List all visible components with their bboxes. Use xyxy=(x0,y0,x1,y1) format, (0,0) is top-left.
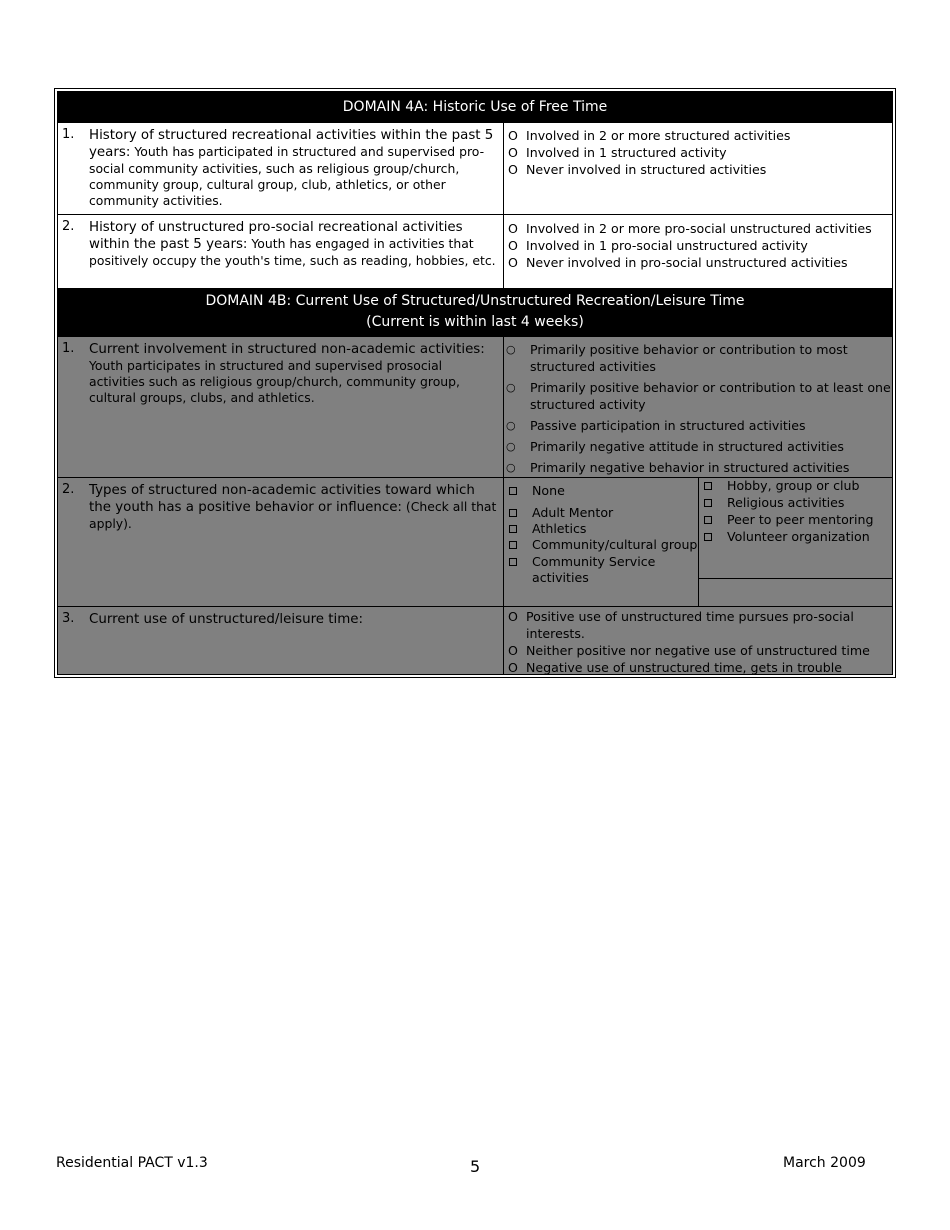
answer-cell xyxy=(504,607,892,674)
radio-icon: ○ xyxy=(506,381,516,394)
radio-option[interactable]: O Never involved in structured activities xyxy=(508,162,767,177)
checkbox-icon xyxy=(704,533,712,541)
radio-option[interactable]: O Involved in 2 or more pro-social unstructured activities xyxy=(508,221,872,236)
radio-icon: O xyxy=(508,221,518,236)
radio-option[interactable]: O Positive use of unstructured time pursues pro-social interests. xyxy=(508,609,854,641)
radio-option[interactable]: O Involved in 1 pro-social unstructured activity xyxy=(508,238,808,253)
radio-icon: O xyxy=(508,128,518,143)
checkbox-column-right xyxy=(699,478,892,578)
checkbox-icon xyxy=(509,558,517,566)
answer-cell xyxy=(504,337,892,477)
question-number: 1. xyxy=(62,341,75,356)
assessment-table-inner xyxy=(57,91,893,675)
answer-cell xyxy=(504,478,892,606)
checkbox-icon xyxy=(509,525,517,533)
question-text xyxy=(89,611,499,628)
radio-icon: ○ xyxy=(506,440,516,453)
domain-4a-question-1 xyxy=(58,122,892,214)
radio-option[interactable]: ○ Primarily positive behavior or contribution to at least one structured activity xyxy=(506,380,891,412)
domain-4b-question-3 xyxy=(58,606,892,674)
question-number: 2. xyxy=(62,482,75,497)
question-cell xyxy=(58,337,504,477)
question-description: Youth has engaged in activities that positively occupy the youth's time, such as reading, hobbies, etc. xyxy=(89,236,496,268)
domain-4a-header xyxy=(58,92,892,122)
question-cell xyxy=(58,215,504,288)
radio-icon: O xyxy=(508,255,518,270)
radio-icon: ○ xyxy=(506,343,516,356)
radio-option[interactable]: O Involved in 1 structured activity xyxy=(508,145,727,160)
question-number: 3. xyxy=(62,611,75,626)
domain-4a-question-2 xyxy=(58,214,892,288)
assessment-table xyxy=(54,88,896,678)
checkbox-option[interactable]: None xyxy=(506,483,698,499)
question-description: Youth participates in structured and supervised prosocial activities such as religious group/church, community group, cultural groups, clubs, and athletics. xyxy=(89,358,460,405)
checkbox-divider xyxy=(699,578,892,579)
radio-option[interactable]: ○ Primarily negative behavior in structured activities xyxy=(506,460,850,475)
checkbox-icon xyxy=(704,499,712,507)
checkbox-option[interactable]: Hobby, group or club xyxy=(701,478,892,494)
question-number: 1. xyxy=(62,127,75,142)
question-text xyxy=(89,219,499,269)
radio-icon: O xyxy=(508,238,518,253)
radio-icon: O xyxy=(508,145,518,160)
domain-4b-question-2 xyxy=(58,477,892,606)
domain-4b-question-1 xyxy=(58,336,892,477)
question-number: 2. xyxy=(62,219,75,234)
checkbox-icon xyxy=(704,482,712,490)
radio-option[interactable]: O Involved in 2 or more structured activities xyxy=(508,128,791,143)
checkbox-option[interactable]: Adult Mentor xyxy=(506,505,698,521)
checkbox-icon xyxy=(704,516,712,524)
footer-document-name: Residential PACT v1.3 xyxy=(56,1155,208,1171)
question-cell xyxy=(58,607,504,674)
question-text xyxy=(89,341,499,406)
question-cell xyxy=(58,123,504,214)
radio-icon: O xyxy=(508,162,518,177)
radio-option[interactable]: O Never involved in pro-social unstructured activities xyxy=(508,255,848,270)
domain-4b-header xyxy=(58,288,892,336)
checkbox-option[interactable]: Peer to peer mentoring xyxy=(701,512,892,528)
radio-icon: O xyxy=(508,609,518,624)
question-description: Youth has participated in structured and supervised pro-social community activities, such as religious group/church, community group, cultural group, club, athletics, or other community activities. xyxy=(89,144,485,208)
checkbox-option[interactable]: Athletics xyxy=(506,521,698,537)
domain-4b-title: DOMAIN 4B: Current Use of Structured/Unstructured Recreation/Leisure Time xyxy=(205,293,745,309)
radio-icon: ○ xyxy=(506,461,516,474)
footer-date: March 2009 xyxy=(783,1155,866,1171)
radio-icon: O xyxy=(508,660,518,675)
question-description: (Check all that apply). xyxy=(89,499,497,531)
question-lead: History of unstructured pro-social recreational activities within the past 5 years: xyxy=(89,220,463,252)
answer-cell xyxy=(504,123,892,214)
domain-4a-title: DOMAIN 4A: Historic Use of Free Time xyxy=(342,99,608,115)
domain-4b-subtitle: (Current is within last 4 weeks) xyxy=(366,314,584,330)
question-cell xyxy=(58,478,504,606)
radio-icon: O xyxy=(508,643,518,658)
checkbox-icon xyxy=(509,541,517,549)
radio-option[interactable]: ○ Passive participation in structured activities xyxy=(506,418,806,433)
radio-option[interactable]: ○ Primarily negative attitude in structured activities xyxy=(506,439,844,454)
radio-option[interactable]: O Negative use of unstructured time, gets in trouble xyxy=(508,660,843,675)
question-text xyxy=(89,482,499,532)
checkbox-option[interactable]: Volunteer organization xyxy=(701,529,892,545)
checkbox-option[interactable]: Community/cultural group xyxy=(506,537,698,553)
question-lead: Current use of unstructured/leisure time: xyxy=(89,612,364,627)
checkbox-option[interactable]: Religious activities xyxy=(701,495,892,511)
checkbox-icon xyxy=(509,487,517,495)
checkbox-option[interactable]: Community Service activities xyxy=(506,554,698,586)
answer-cell xyxy=(504,215,892,288)
radio-icon: ○ xyxy=(506,419,516,432)
question-lead: History of structured recreational activities within the past 5 years: xyxy=(89,128,494,160)
question-lead: Types of structured non-academic activities toward which the youth has a positive behavior or influence: xyxy=(89,483,475,515)
footer-page-number: 5 xyxy=(470,1157,481,1176)
checkbox-icon xyxy=(509,509,517,517)
radio-option[interactable]: O Neither positive nor negative use of unstructured time xyxy=(508,643,870,658)
checkbox-column-left xyxy=(504,478,699,606)
question-text xyxy=(89,127,499,209)
question-lead: Current involvement in structured non-academic activities: xyxy=(89,342,485,357)
radio-option[interactable]: ○ Primarily positive behavior or contribution to most structured activities xyxy=(506,342,848,374)
